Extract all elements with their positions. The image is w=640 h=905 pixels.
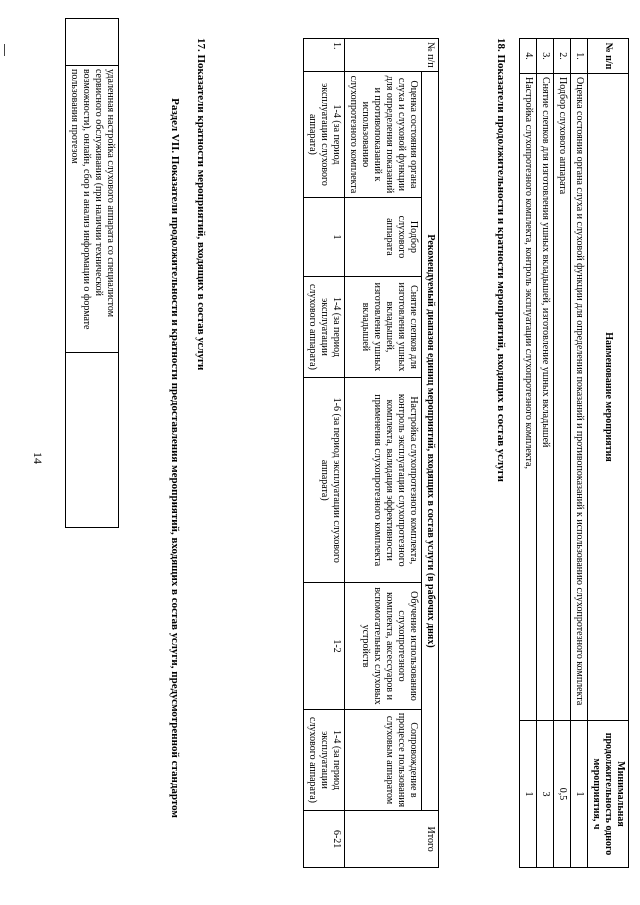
cell-value: 1-2 <box>304 583 345 709</box>
cell-value: 1-4 (за период эксплуатации слухового аппарата) <box>304 71 345 197</box>
col-duration-header: Минимальная продолжительность одного мероприятия, ч <box>588 721 629 868</box>
group-header: Рекомендуемый диапазон единиц мероприятий, входящих в состав услуги (в рабочих днях) <box>422 71 439 811</box>
row-number: 3. <box>537 39 554 74</box>
row-name: Оценка состояния органа слуха и слуховой функции для определения показаний и противопоказаний к использованию слухопротезного комплекта <box>571 74 588 721</box>
col-num-header: № п/п <box>345 39 439 72</box>
total-header: Итого <box>345 811 439 868</box>
row-number: 4. <box>520 39 537 74</box>
table18 <box>519 38 629 868</box>
table18-heading: 18. Показатели продолжительности и кратности мероприятий, входящих в состав услуги <box>495 38 507 482</box>
continuation-table <box>65 18 119 528</box>
empty-cell <box>66 19 119 66</box>
table17-heading: 17. Показатели кратности мероприятий, входящих в состав услуги <box>195 38 207 371</box>
cell-value: 1-4 (за период эксплуатации слухового аппарата) <box>304 276 345 377</box>
col-name-header: Наименование мероприятия <box>588 74 629 721</box>
column-header: Подбор слухового аппарата <box>345 198 422 277</box>
row-name: Подбор слухового аппарата <box>554 74 571 721</box>
row-value: 1 <box>571 721 588 868</box>
row-name: Снятие слепков для изготовления ушных вкладышей, изготовление ушных вкладышей <box>537 74 554 721</box>
column-header: Обучение использованию слухопротезного комплекта, аксессуаров и вспомогательных слуховых устройств <box>345 583 422 709</box>
table-row <box>345 39 422 868</box>
table-row <box>554 39 571 868</box>
table-row <box>537 39 554 868</box>
cell-value: 1-6 (за период эксплуатации слухового аппарата) <box>304 378 345 583</box>
col-num-header: № п/п <box>588 39 629 74</box>
table17 <box>303 38 439 868</box>
cell-value: 1 <box>304 198 345 277</box>
column-header: Оценка состояния органа слуха и слуховой функции для определения показаний и противопоказаний к использованию слухопротезного комплекта <box>345 71 422 197</box>
row-value: 3 <box>537 721 554 868</box>
column-header: Настройка слухопротезного комплекта, контроль эксплуатации слухопротезного комплекта, валидация эффективности применения слухопротезного комплекта <box>345 378 422 583</box>
table-row <box>588 39 629 868</box>
table-row <box>304 39 345 868</box>
row-number: 1. <box>571 39 588 74</box>
table-row <box>66 19 119 528</box>
column-header: Снятие слепков для изготовления ушных вкладышей, изготовление ушных вкладышей <box>345 276 422 377</box>
row-value: 0,5 <box>554 721 571 868</box>
row-name: Настройка слухопротезного комплекта, контроль эксплуатации слухопротезного комплекта, <box>520 74 537 721</box>
rotated-page <box>3 18 637 898</box>
total-value: 6-21 <box>304 811 345 868</box>
section-title: Раздел VII. Показатели продолжительности и кратности предоставления мероприятий, входящих в состав услуги, предусмотренной стандартом <box>169 98 181 818</box>
column-header: Сопровождение в процессе пользования слуховым аппаратом <box>345 709 422 811</box>
page-number: 14 <box>31 452 45 464</box>
row-number: 2. <box>554 39 571 74</box>
empty-cell <box>66 353 119 528</box>
row-value: 1 <box>520 721 537 868</box>
row-number: 1. <box>304 39 345 72</box>
table-row <box>422 39 439 868</box>
table-row <box>520 39 537 868</box>
continuation-text: удаленная настройка слухового аппарата со специалистом сервисного обслуживания (при наличии технической возможности), онлайн, сбор и анализ информации о формате пользования протезом <box>66 66 119 353</box>
cell-value: 1-4 (за период эксплуатации слухового аппарата) <box>304 709 345 811</box>
table-row <box>571 39 588 868</box>
